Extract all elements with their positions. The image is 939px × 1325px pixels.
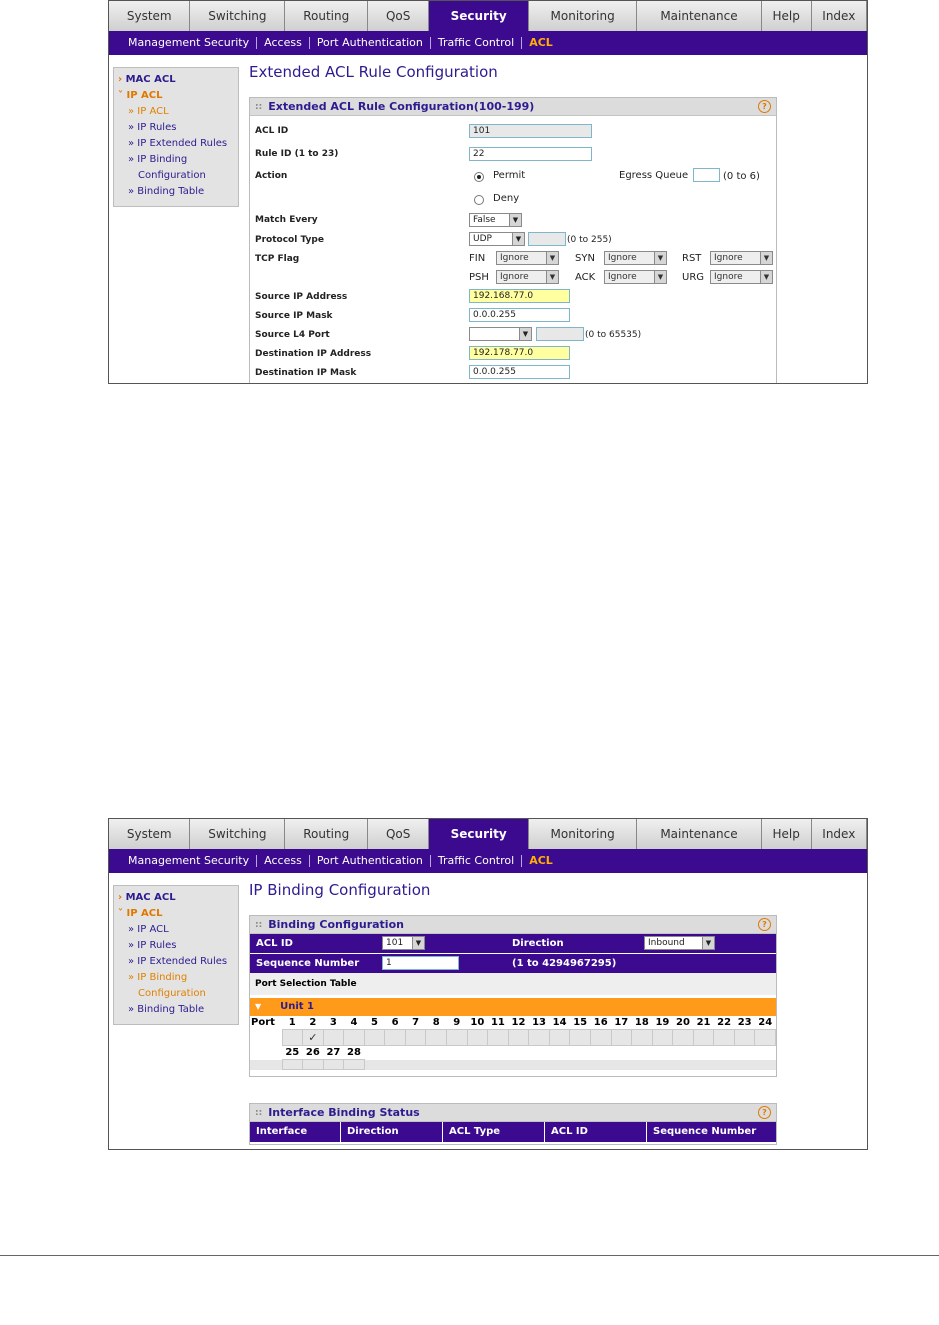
port-number: 25 [285, 1047, 300, 1058]
port-number: 24 [758, 1017, 773, 1028]
sidebar-item-ip-acl-sub[interactable]: » IP ACL [128, 106, 169, 117]
port-number: 27 [326, 1047, 341, 1058]
port-checkbox[interactable] [570, 1030, 591, 1046]
chevron-down-icon: ▼ [760, 252, 772, 264]
port-checkbox[interactable] [364, 1030, 385, 1046]
rule-id-input[interactable]: 22 [469, 147, 592, 161]
port-checkbox[interactable] [488, 1030, 509, 1046]
deny-label: Deny [493, 193, 520, 204]
port-number: 6 [391, 1017, 399, 1028]
port-selection-grid [250, 1016, 776, 1070]
main-tabs [109, 819, 867, 849]
protocol-type-select[interactable]: UDP ▼ [469, 232, 525, 246]
port-number: 28 [347, 1047, 361, 1058]
extended-rule-panel [249, 97, 777, 384]
sequence-number-input[interactable]: 1 [382, 956, 459, 970]
sidebar-item-binding-table[interactable]: » Binding Table [128, 1004, 205, 1015]
source-l4-port-input[interactable] [536, 327, 584, 341]
port-checkbox[interactable] [508, 1030, 529, 1046]
sidebar-item-ip-acl[interactable]: ˅ IP ACL [118, 908, 163, 919]
chevron-down-icon: ▼ [654, 252, 666, 264]
port-checkbox[interactable] [673, 1030, 694, 1046]
sub-navigation [109, 31, 867, 55]
interface-binding-status-panel [249, 1103, 777, 1145]
protocol-number-input[interactable] [528, 232, 566, 246]
egress-queue-label: Egress Queue [619, 170, 689, 181]
tab-qos[interactable]: QoS [368, 1, 429, 31]
dest-mask-input[interactable]: 0.0.0.255 [469, 365, 570, 379]
acl-direction-row [250, 934, 776, 954]
port-checkbox[interactable] [755, 1030, 776, 1046]
match-every-label: Match Every [255, 215, 318, 225]
panel-grip-icon: :: [255, 101, 263, 112]
port-checkbox[interactable] [611, 1030, 632, 1046]
urg-label: URG [682, 272, 705, 283]
psh-select[interactable]: Ignore ▼ [496, 270, 559, 284]
port-number: 26 [305, 1047, 320, 1058]
panel-grip-icon: :: [255, 1107, 263, 1118]
collapse-triangle-icon: ▼ [255, 1002, 262, 1011]
port-number: 22 [717, 1017, 732, 1028]
spacer-cell [364, 1046, 775, 1060]
subtab-traffic-control[interactable]: Traffic Control [431, 855, 522, 867]
dest-ip-label: Destination IP Address [255, 349, 372, 359]
source-mask-input[interactable]: 0.0.0.255 [469, 308, 570, 322]
sequence-number-label: Sequence Number [256, 958, 360, 969]
sidebar-item-ip-binding[interactable]: » IP Binding [128, 154, 188, 165]
protocol-range: (0 to 255) [567, 235, 612, 245]
port-checkbox[interactable] [447, 1030, 468, 1046]
port-number: 8 [432, 1017, 440, 1028]
port-checkbox[interactable] [405, 1030, 426, 1046]
panel-header [250, 98, 776, 116]
source-ip-input[interactable]: 192.168.77.0 [469, 289, 570, 303]
help-icon[interactable]: ? [758, 1106, 771, 1119]
port-number: 15 [573, 1017, 588, 1028]
port-checkbox[interactable] [529, 1030, 550, 1046]
port-checkbox[interactable] [323, 1030, 344, 1046]
subtab-management-security[interactable]: Management Security [121, 37, 257, 49]
fin-label: FIN [469, 253, 486, 264]
port-checkbox[interactable] [344, 1030, 365, 1046]
acl-id-select[interactable]: 101 ▼ [382, 936, 425, 950]
port-number: 4 [350, 1017, 358, 1028]
panel-title: Interface Binding Status [268, 1106, 420, 1119]
port-checkbox[interactable] [590, 1030, 611, 1046]
acl-id-label: ACL ID [255, 126, 289, 136]
subtab-traffic-control[interactable]: Traffic Control [431, 37, 522, 49]
panel-header [250, 1104, 776, 1122]
port-number: 16 [593, 1017, 608, 1028]
panel-grip-icon: :: [255, 919, 263, 930]
chevron-down-icon: ▼ [760, 271, 772, 283]
rule-id-label: Rule ID (1 to 23) [255, 149, 339, 159]
col-interface: Interface [250, 1122, 341, 1142]
permit-radio[interactable] [474, 172, 484, 182]
port-number: 20 [676, 1017, 690, 1028]
urg-select[interactable]: Ignore ▼ [710, 270, 773, 284]
acl-id-field: 101 [469, 124, 592, 138]
fin-select[interactable]: Ignore ▼ [496, 251, 559, 265]
main-tabs [109, 1, 867, 31]
source-mask-label: Source IP Mask [255, 311, 333, 321]
sidebar-item-ip-rules[interactable]: » IP Rules [128, 940, 177, 951]
match-every-select[interactable]: False ▼ [469, 213, 522, 227]
spacer-cell [364, 1060, 775, 1070]
sub-navigation [109, 849, 867, 873]
binding-configuration-panel [249, 915, 777, 1077]
unit-label: Unit 1 [280, 1001, 315, 1012]
tab-switching[interactable]: Switching [190, 819, 285, 849]
source-l4-select[interactable] [469, 327, 532, 341]
port-number: 11 [490, 1017, 505, 1028]
tab-switching[interactable]: Switching [190, 1, 285, 31]
port-number: 9 [453, 1017, 461, 1028]
panel-title: Binding Configuration [268, 918, 404, 931]
port-checkbox[interactable] [303, 1060, 324, 1070]
tcp-flag-label: TCP Flag [255, 254, 300, 264]
status-table-header [250, 1122, 776, 1142]
port-checkbox[interactable] [426, 1030, 447, 1046]
col-sequence-number: Sequence Number [653, 1126, 757, 1137]
acl-id-label: ACL ID [256, 938, 293, 949]
panel-header [250, 916, 776, 934]
sidebar-item-ip-acl-sub[interactable]: » IP ACL [128, 924, 169, 935]
permit-label: Permit [493, 170, 526, 181]
port-selection-table-label: Port Selection Table [250, 973, 776, 995]
subtab-acl[interactable]: ACL [529, 854, 553, 867]
page-divider [0, 1255, 939, 1256]
port-checkbox[interactable] [549, 1030, 570, 1046]
tab-security[interactable]: Security [429, 1, 529, 31]
col-acl-id: ACL ID [545, 1122, 647, 1142]
port-checkbox[interactable] [323, 1060, 344, 1070]
sidebar-item-ip-binding-configuration[interactable]: Configuration [138, 988, 206, 999]
tab-routing[interactable]: Routing [285, 819, 368, 849]
chevron-down-icon: ▼ [546, 271, 558, 283]
port-checkbox[interactable] [467, 1030, 488, 1046]
port-checkbox[interactable] [632, 1030, 653, 1046]
port-checkbox-checked[interactable] [303, 1030, 324, 1046]
chevron-down-icon: ▼ [412, 937, 424, 949]
page-title: Extended ACL Rule Configuration [249, 63, 498, 81]
tab-system[interactable]: System [109, 819, 190, 849]
sidebar-item-binding-table[interactable]: » Binding Table [128, 186, 205, 197]
port-number: 14 [552, 1017, 567, 1028]
subtab-access[interactable]: Access [257, 37, 310, 49]
port-number: 23 [737, 1017, 752, 1028]
port-number: 5 [371, 1017, 379, 1028]
port-number: 2 [309, 1017, 317, 1028]
port-checkbox[interactable] [734, 1030, 755, 1046]
spacer-cell [250, 1046, 282, 1060]
direction-label: Direction [512, 938, 564, 949]
port-number: 3 [329, 1017, 337, 1028]
tab-help[interactable]: Help [762, 1, 812, 31]
sidebar-item-mac-acl[interactable]: › MAC ACL [118, 74, 176, 85]
direction-select[interactable]: Inbound ▼ [644, 936, 715, 950]
rst-select[interactable]: Ignore ▼ [710, 251, 773, 265]
subtab-port-authentication[interactable]: Port Authentication [310, 37, 431, 49]
tab-security[interactable]: Security [429, 819, 529, 849]
port-number: 18 [634, 1017, 649, 1028]
tab-maintenance[interactable]: Maintenance [637, 819, 762, 849]
ip-binding-screen [108, 818, 868, 1150]
deny-radio[interactable] [474, 195, 484, 205]
sequence-row [250, 954, 776, 973]
port-label: Port [251, 1017, 275, 1029]
tab-help[interactable]: Help [762, 819, 812, 849]
protocol-type-label: Protocol Type [255, 235, 324, 245]
psh-label: PSH [469, 272, 489, 283]
port-checkbox[interactable] [282, 1030, 303, 1046]
port-number: 21 [696, 1017, 711, 1028]
dest-mask-label: Destination IP Mask [255, 368, 357, 378]
port-checkbox[interactable] [693, 1030, 714, 1046]
subtab-management-security[interactable]: Management Security [121, 855, 257, 867]
egress-queue-input[interactable] [693, 168, 720, 182]
spacer-cell [250, 1060, 282, 1070]
source-l4-label: Source L4 Port [255, 330, 330, 340]
sequence-range: (1 to 4294967295) [512, 958, 617, 969]
sidebar-item-ip-acl[interactable]: ˅ IP ACL [118, 90, 163, 101]
check-icon: ✓ [308, 1031, 318, 1044]
chevron-down-icon: ▼ [512, 233, 524, 245]
port-checkbox[interactable] [714, 1030, 735, 1046]
sidebar-item-ip-binding-configuration[interactable]: Configuration [138, 170, 206, 181]
source-l4-range: (0 to 65535) [585, 330, 642, 340]
page-title: IP Binding Configuration [249, 881, 431, 899]
port-number: 12 [511, 1017, 526, 1028]
subtab-access[interactable]: Access [257, 855, 310, 867]
sidebar [113, 885, 239, 1025]
sidebar-item-ip-extended-rules[interactable]: » IP Extended Rules [128, 138, 228, 149]
port-number: 17 [614, 1017, 629, 1028]
tab-monitoring[interactable]: Monitoring [529, 819, 637, 849]
subtab-acl[interactable]: ACL [529, 36, 553, 49]
spacer-cell [250, 1030, 282, 1046]
subtab-port-authentication[interactable]: Port Authentication [310, 855, 431, 867]
help-icon[interactable]: ? [758, 918, 771, 931]
port-checkbox[interactable] [385, 1030, 406, 1046]
chevron-down-icon: ▼ [519, 328, 531, 340]
tab-index[interactable]: Index [812, 1, 867, 31]
syn-label: SYN [575, 253, 595, 264]
action-label: Action [255, 171, 288, 181]
sidebar-item-ip-extended-rules[interactable]: » IP Extended Rules [128, 956, 228, 967]
port-number: 10 [470, 1017, 485, 1028]
port-number: 1 [288, 1017, 296, 1028]
port-checkbox[interactable] [282, 1060, 303, 1070]
syn-select[interactable]: Ignore ▼ [604, 251, 667, 265]
rst-label: RST [682, 253, 702, 264]
ack-label: ACK [575, 272, 596, 283]
port-number: 7 [412, 1017, 420, 1028]
tab-monitoring[interactable]: Monitoring [529, 1, 637, 31]
unit-header[interactable] [250, 998, 776, 1016]
help-icon[interactable]: ? [758, 100, 771, 113]
tab-routing[interactable]: Routing [285, 1, 368, 31]
extended-acl-rule-screen [108, 0, 868, 384]
port-number: 13 [532, 1017, 546, 1028]
sidebar-item-ip-binding[interactable]: » IP Binding [128, 972, 188, 983]
sidebar [113, 67, 239, 207]
col-direction: Direction [341, 1122, 443, 1142]
source-ip-label: Source IP Address [255, 292, 348, 302]
chevron-down-icon: ▼ [546, 252, 558, 264]
tab-qos[interactable]: QoS [368, 819, 429, 849]
dest-ip-input[interactable]: 192.178.77.0 [469, 346, 570, 360]
chevron-down-icon: ▼ [654, 271, 666, 283]
sidebar-item-ip-rules[interactable]: » IP Rules [128, 122, 177, 133]
port-checkbox[interactable] [344, 1060, 365, 1070]
port-checkbox[interactable] [652, 1030, 673, 1046]
ack-select[interactable]: Ignore ▼ [604, 270, 667, 284]
tab-maintenance[interactable]: Maintenance [637, 1, 762, 31]
col-acl-type: ACL Type [443, 1122, 545, 1142]
tab-system[interactable]: System [109, 1, 190, 31]
tab-index[interactable]: Index [812, 819, 867, 849]
egress-queue-range: (0 to 6) [723, 171, 760, 182]
port-number: 19 [655, 1017, 670, 1028]
panel-title: Extended ACL Rule Configuration(100-199) [268, 100, 535, 113]
sidebar-item-mac-acl[interactable]: › MAC ACL [118, 892, 176, 903]
chevron-down-icon: ▼ [509, 214, 521, 226]
chevron-down-icon: ▼ [702, 937, 714, 949]
